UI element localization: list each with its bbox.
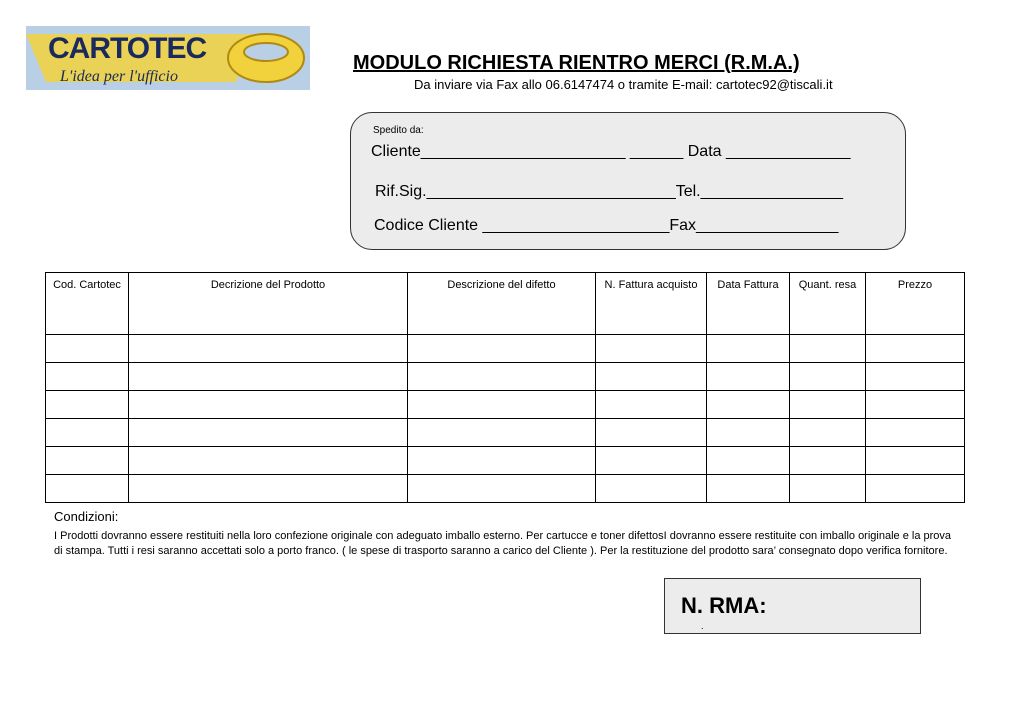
table-cell[interactable] xyxy=(46,447,129,475)
table-cell[interactable] xyxy=(129,363,408,391)
table-cell[interactable] xyxy=(790,363,866,391)
codice-fax-field[interactable]: Codice Cliente _____________________Fax________________ xyxy=(374,217,839,234)
column-header: N. Fattura acquisto xyxy=(596,273,707,335)
table-cell[interactable] xyxy=(596,419,707,447)
column-header: Decrizione del Prodotto xyxy=(129,273,408,335)
table-row xyxy=(46,419,965,447)
page-title: MODULO RICHIESTA RIENTRO MERCI (R.M.A.) xyxy=(353,52,800,74)
table-cell[interactable] xyxy=(790,475,866,503)
table-cell[interactable] xyxy=(46,335,129,363)
table-header-row xyxy=(46,273,965,335)
table-cell[interactable] xyxy=(866,447,965,475)
table-cell[interactable] xyxy=(408,475,596,503)
rma-label: N. RMA: xyxy=(681,593,767,618)
table-cell[interactable] xyxy=(46,391,129,419)
items-table xyxy=(45,272,965,503)
table-cell[interactable] xyxy=(129,419,408,447)
table-row xyxy=(46,391,965,419)
table-cell[interactable] xyxy=(707,447,790,475)
table-row xyxy=(46,475,965,503)
column-header: Quant. resa xyxy=(790,273,866,335)
table-cell[interactable] xyxy=(707,391,790,419)
table-cell[interactable] xyxy=(129,475,408,503)
column-header: Data Fattura xyxy=(707,273,790,335)
table-cell[interactable] xyxy=(866,335,965,363)
table-cell[interactable] xyxy=(46,419,129,447)
table-row xyxy=(46,447,965,475)
table-cell[interactable] xyxy=(408,335,596,363)
table-row xyxy=(46,335,965,363)
table-cell[interactable] xyxy=(790,335,866,363)
table-cell[interactable] xyxy=(596,447,707,475)
table-cell[interactable] xyxy=(129,447,408,475)
table-cell[interactable] xyxy=(596,475,707,503)
company-logo xyxy=(26,26,310,90)
table-cell[interactable] xyxy=(408,447,596,475)
table-cell[interactable] xyxy=(129,391,408,419)
cliente-field[interactable]: Cliente_______________________ ______ Data ______________ xyxy=(371,143,851,160)
table-cell[interactable] xyxy=(866,475,965,503)
table-cell[interactable] xyxy=(408,419,596,447)
column-header: Prezzo xyxy=(866,273,965,335)
table-cell[interactable] xyxy=(866,419,965,447)
table-cell[interactable] xyxy=(866,391,965,419)
table-cell[interactable] xyxy=(707,419,790,447)
table-cell[interactable] xyxy=(707,335,790,363)
table-cell[interactable] xyxy=(707,363,790,391)
table-cell[interactable] xyxy=(408,391,596,419)
table-cell[interactable] xyxy=(596,363,707,391)
rma-number-box[interactable] xyxy=(664,578,921,634)
conditions-text: I Prodotti dovranno essere restituiti nella loro confezione originale con adeguato imballo esterno. Per cartucce e toner difettosI dovranno essere restituite con imballo originale e la prova di stampa. Tutti i resi saranno accettati solo a porto franco. ( le spese di trasporto saranno a carico del Cliente ). Per la restituzione del prodotto sara’ consegnato dopo verifica fornitore. xyxy=(54,530,952,557)
page-subtitle: Da inviare via Fax allo 06.6147474 o tramite E-mail: cartotec92@tiscali.it xyxy=(414,77,833,92)
table-cell[interactable] xyxy=(596,335,707,363)
table-cell[interactable] xyxy=(46,363,129,391)
table-cell[interactable] xyxy=(129,335,408,363)
table-cell[interactable] xyxy=(790,447,866,475)
column-header: Descrizione del difetto xyxy=(408,273,596,335)
column-header: Cod. Cartotec xyxy=(46,273,129,335)
table-row xyxy=(46,363,965,391)
conditions-title: Condizioni: xyxy=(54,509,119,524)
sender-label: Spedito da: xyxy=(373,125,424,136)
table-cell[interactable] xyxy=(790,391,866,419)
sender-box xyxy=(350,112,906,250)
table-cell[interactable] xyxy=(596,391,707,419)
rif-tel-field[interactable]: Rif.Sig.____________________________Tel.________________ xyxy=(375,183,843,200)
table-cell[interactable] xyxy=(707,475,790,503)
table-cell[interactable] xyxy=(866,363,965,391)
logo-tagline: L'idea per l'ufficio xyxy=(60,68,178,85)
rma-mark: . xyxy=(701,621,704,631)
logo-brand: CARTOTEC xyxy=(48,32,207,65)
table-cell[interactable] xyxy=(408,363,596,391)
table-cell[interactable] xyxy=(46,475,129,503)
table-cell[interactable] xyxy=(790,419,866,447)
